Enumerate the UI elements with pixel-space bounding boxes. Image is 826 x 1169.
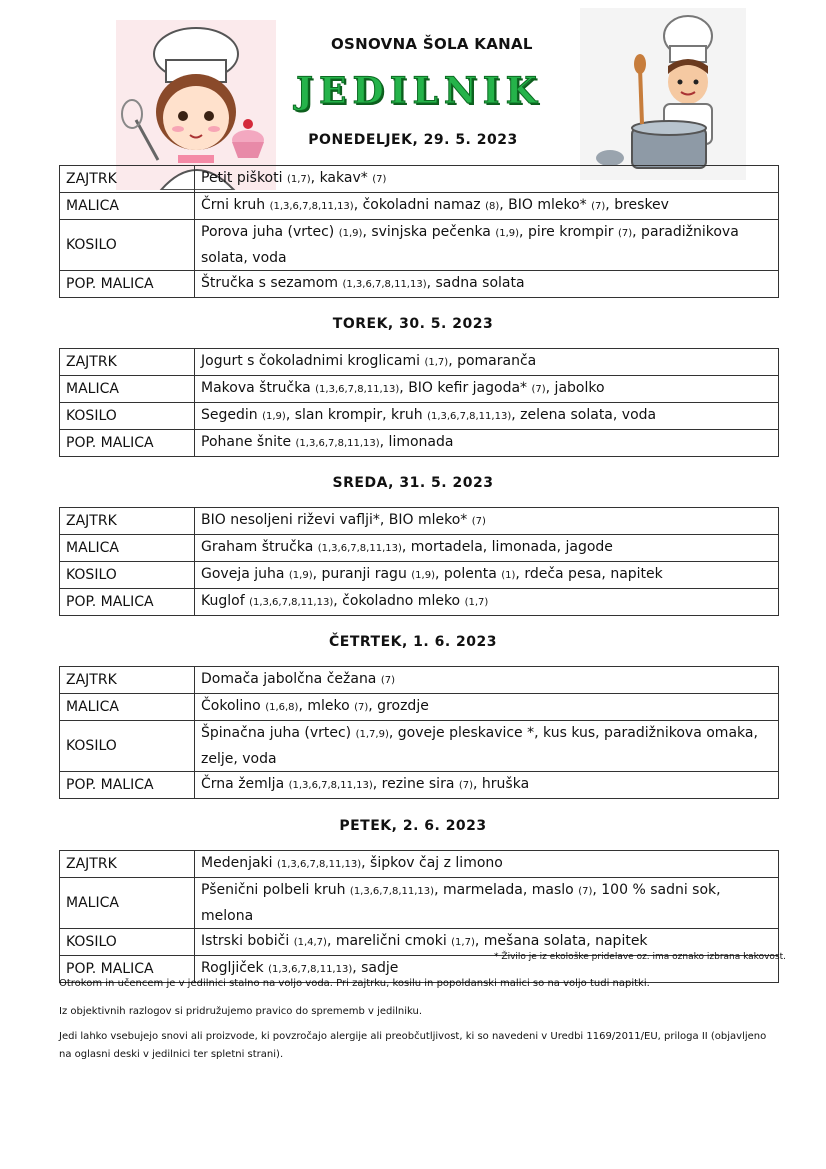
meal-label: MALICA — [60, 694, 195, 721]
dish-cell — [195, 271, 779, 298]
meal-label: MALICA — [60, 535, 195, 562]
allergen-codes: (1,9) — [338, 228, 363, 239]
allergen-codes: (7) — [471, 516, 486, 527]
dish-text: , mleko — [298, 698, 355, 714]
allergen-codes: (1,9) — [288, 570, 313, 581]
dish-text: Štručka s sezamom — [201, 275, 343, 291]
dish-cell — [195, 430, 779, 457]
meal-label: KOSILO — [60, 562, 195, 589]
table-row — [60, 349, 779, 376]
dish-cell — [195, 193, 779, 220]
dish-cell — [195, 667, 779, 694]
allergen-codes: (1,3,6,7,8,11,13) — [276, 859, 362, 870]
table-row — [60, 166, 779, 193]
allergen-codes: (8) — [485, 201, 500, 212]
dish-text: Medenjaki — [201, 855, 277, 871]
dish-text: , svinjska pečenka — [362, 224, 496, 240]
dish-text: , BIO mleko* — [499, 197, 592, 213]
dish-text: Jogurt s čokoladnimi kroglicami — [201, 353, 425, 369]
dish-text: Graham štručka — [201, 539, 318, 555]
table-row — [60, 271, 779, 298]
day-heading: PETEK, 2. 6. 2023 — [339, 818, 487, 834]
dish-text: , polenta — [435, 566, 502, 582]
table-row — [60, 193, 779, 220]
dish-text: BIO nesoljeni riževi vaflji*, BIO mleko* — [201, 512, 472, 528]
dish-cell — [195, 562, 779, 589]
table-row — [60, 430, 779, 457]
meal-label: POP. MALICA — [60, 430, 195, 457]
table-row — [60, 508, 779, 535]
allergen-codes: (1,9) — [411, 570, 435, 581]
dish-cell — [195, 166, 779, 193]
table-row — [60, 589, 779, 616]
dish-text: Kuglof — [201, 593, 250, 609]
meal-label: POP. MALICA — [60, 772, 195, 799]
meal-label: ZAJTRK — [60, 508, 195, 535]
table-row — [60, 667, 779, 694]
dish-text: , BIO kefir jagoda* — [399, 380, 532, 396]
allergen-codes: (1,7) — [286, 174, 311, 185]
dish-text: Makova štručka — [201, 380, 316, 396]
table-row — [60, 403, 779, 430]
dish-cell — [195, 376, 779, 403]
menu-table — [59, 348, 779, 457]
meal-label: MALICA — [60, 193, 195, 220]
allergen-codes: (7) — [617, 228, 633, 239]
meal-label: POP. MALICA — [60, 271, 195, 298]
dish-text: Goveja juha — [201, 566, 289, 582]
table-row — [60, 376, 779, 403]
day-heading: ČETRTEK, 1. 6. 2023 — [328, 634, 498, 650]
allergen-codes: (1,4,7) — [293, 937, 327, 948]
allergen-codes: (1,7) — [424, 357, 449, 368]
dish-text: , goveje pleskavice *, kus kus, paradižnikova omaka, zelje, voda — [201, 725, 758, 767]
dish-text: , slan krompir, kruh — [285, 407, 428, 423]
dish-text: , breskev — [605, 197, 669, 213]
dish-cell — [195, 508, 779, 535]
note-allergens: Jedi lahko vsebujejo snovi ali proizvode, ki povzročajo alergije ali preobčutljivost, ki so navedeni v Uredbi 1169/2011/EU, priloga II (objavljeno na oglasni deski v jedilnici ter spletni strani). — [59, 1031, 767, 1060]
day-heading: TOREK, 30. 5. 2023 — [332, 316, 494, 332]
menu-table — [59, 850, 779, 983]
allergen-codes: (7) — [591, 201, 606, 212]
dish-text: , paradižnikova solata, voda — [201, 224, 739, 266]
allergen-codes: (1,3,6,7,8,11,13) — [288, 780, 373, 791]
dish-cell — [195, 349, 779, 376]
day-heading: PONEDELJEK, 29. 5. 2023 — [308, 132, 518, 148]
dish-text: , limonada — [379, 434, 454, 450]
dish-text: , sadje — [352, 960, 399, 976]
dish-text: Rogljiček — [201, 960, 269, 976]
dish-text: , mešana solata, napitek — [474, 933, 648, 949]
dish-text: , marmelada, maslo — [434, 882, 579, 898]
dish-text: , kakav* — [310, 170, 373, 186]
dish-cell — [195, 878, 779, 929]
dish-cell — [195, 694, 779, 721]
dish-text: Segedin — [201, 407, 263, 423]
dish-cell — [195, 721, 779, 772]
dish-text: Domača jabolčna čežana — [201, 671, 381, 687]
dish-text: , rezine sira — [372, 776, 459, 792]
allergen-codes: (1,6,8) — [265, 702, 299, 713]
allergen-codes: (1,9) — [495, 228, 520, 239]
dish-text: , puranji ragu — [312, 566, 412, 582]
dish-text: , hruška — [473, 776, 530, 792]
dish-text: , mortadela, limonada, jagode — [401, 539, 613, 555]
dish-text: , rdeča pesa, napitek — [515, 566, 663, 582]
allergen-codes: (7) — [354, 702, 369, 713]
meal-label: MALICA — [60, 376, 195, 403]
dish-text: Čokolino — [201, 698, 266, 714]
menu-table — [59, 666, 779, 799]
organic-footnote: * Živilo je iz ekološke pridelave oz. ima oznako izbrana kakovost. — [494, 952, 786, 962]
meal-label: POP. MALICA — [60, 589, 195, 616]
allergen-codes: (1,3,6,7,8,11,13) — [295, 438, 380, 449]
allergen-codes: (1,3,6,7,8,11,13) — [249, 597, 334, 608]
dish-cell — [195, 851, 779, 878]
allergen-codes: (1,3,6,7,8,11,13) — [269, 201, 354, 212]
allergen-codes: (1,3,6,7,8,11,13) — [315, 384, 400, 395]
dish-text: Črni kruh — [201, 197, 270, 213]
dish-text: Istrski bobiči — [201, 933, 294, 949]
dish-text: Petit piškoti — [201, 170, 287, 186]
allergen-codes: (1,7,9) — [355, 729, 389, 740]
school-name: OSNOVNA ŠOLA KANAL — [331, 35, 533, 53]
dish-text: Pšenični polbeli kruh — [201, 882, 350, 898]
allergen-codes: (1,7) — [451, 937, 475, 948]
dish-text: , pomaranča — [448, 353, 537, 369]
table-row — [60, 535, 779, 562]
meal-label: KOSILO — [60, 721, 195, 772]
allergen-codes: (7) — [578, 886, 593, 897]
dish-cell — [195, 772, 779, 799]
meal-label: KOSILO — [60, 929, 195, 956]
dish-text: Porova juha (vrtec) — [201, 224, 339, 240]
meal-label: MALICA — [60, 878, 195, 929]
table-row — [60, 878, 779, 929]
meal-label: ZAJTRK — [60, 166, 195, 193]
allergen-codes: (7) — [458, 780, 474, 791]
dish-text: Črna žemlja — [201, 776, 289, 792]
meal-label: POP. MALICA — [60, 956, 195, 983]
menu-table — [59, 165, 779, 298]
dish-text: Pohane šnite — [201, 434, 296, 450]
day-heading: SREDA, 31. 5. 2023 — [332, 475, 494, 491]
meal-label: ZAJTRK — [60, 851, 195, 878]
allergen-codes: (1,3,6,7,8,11,13) — [268, 964, 353, 975]
table-row — [60, 694, 779, 721]
dish-text: , šipkov čaj z limono — [361, 855, 503, 871]
dish-text: , marelični cmoki — [326, 933, 452, 949]
dish-cell — [195, 220, 779, 271]
meal-label: KOSILO — [60, 220, 195, 271]
dish-text: , sadna solata — [426, 275, 525, 291]
note-changes: Iz objektivnih razlogov si pridružujemo pravico do sprememb v jedilniku. — [59, 1006, 423, 1017]
dish-text: , čokoladni namaz — [353, 197, 486, 213]
menu-table — [59, 507, 779, 616]
allergen-codes: (1,3,6,7,8,11,13) — [349, 886, 435, 897]
boy-chef-illustration — [580, 8, 746, 180]
dish-text: , zelena solata, voda — [511, 407, 657, 423]
meal-label: ZAJTRK — [60, 349, 195, 376]
allergen-codes: (1,9) — [262, 411, 286, 422]
table-row — [60, 772, 779, 799]
dish-cell — [195, 535, 779, 562]
table-row — [60, 721, 779, 772]
meal-label: ZAJTRK — [60, 667, 195, 694]
table-row — [60, 851, 779, 878]
dish-text: Špinačna juha (vrtec) — [201, 725, 356, 741]
table-row — [60, 562, 779, 589]
dish-text: , jabolko — [545, 380, 605, 396]
allergen-codes: (1,3,6,7,8,11,13) — [317, 543, 402, 554]
dish-cell — [195, 403, 779, 430]
allergen-codes: (1,7) — [464, 597, 489, 608]
dish-text: , čokoladno mleko — [333, 593, 465, 609]
table-row — [60, 220, 779, 271]
meal-label: KOSILO — [60, 403, 195, 430]
allergen-codes: (1,3,6,7,8,11,13) — [342, 279, 427, 290]
allergen-codes: (7) — [380, 675, 396, 686]
note-water: Otrokom in učencem je v jedilnici stalno na voljo voda. Pri zajtrku, kosilu in popoldanski malici so na voljo tudi napitki. — [59, 978, 650, 989]
dish-text: , grozdje — [368, 698, 429, 714]
allergen-codes: (1) — [501, 570, 516, 581]
menu-title: JEDILNIK — [296, 70, 543, 112]
allergen-codes: (7) — [372, 174, 387, 185]
dish-text: , 100 % sadni sok, melona — [201, 882, 721, 924]
dish-cell — [195, 589, 779, 616]
dish-text: , pire krompir — [519, 224, 618, 240]
allergen-codes: (1,3,6,7,8,11,13) — [427, 411, 512, 422]
allergen-codes: (7) — [531, 384, 546, 395]
